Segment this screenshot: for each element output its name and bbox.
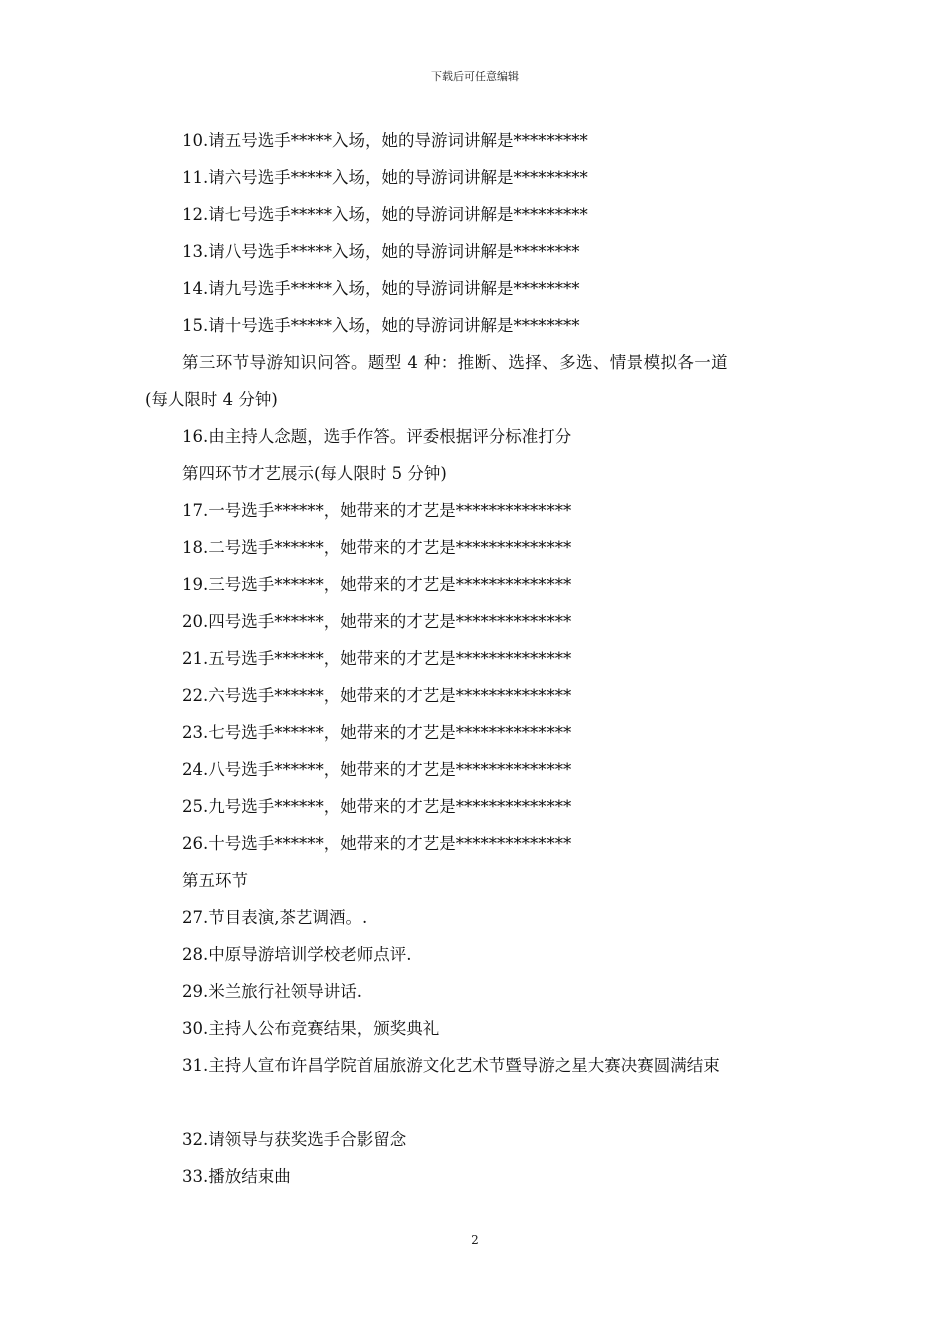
list-item: 20.四号选手******，她带来的才艺是************** <box>182 612 572 631</box>
list-item: 32.请领导与获奖选手合影留念 <box>182 1130 407 1149</box>
list-item: 16.由主持人念题，选手作答。评委根据评分标准打分 <box>182 427 572 446</box>
list-item: 22.六号选手******，她带来的才艺是************** <box>182 686 572 705</box>
list-item: 17.一号选手******，她带来的才艺是************** <box>182 501 572 520</box>
document-body <box>145 122 810 1195</box>
section-heading: 第五环节 <box>182 871 248 890</box>
blank-line <box>145 1084 810 1121</box>
list-item: 11.请六号选手*****入场，她的导游词讲解是********* <box>182 168 588 187</box>
list-item: 12.请七号选手*****入场，她的导游词讲解是********* <box>182 205 588 224</box>
list-item: 14.请九号选手*****入场，她的导游词讲解是******** <box>182 279 580 298</box>
list-item: 31.主持人宣布许昌学院首届旅游文化艺术节暨导游之星大赛决赛圆满结束 <box>182 1056 720 1075</box>
list-item: 29.米兰旅行社领导讲话. <box>182 982 362 1001</box>
list-item: 18.二号选手******，她带来的才艺是************** <box>182 538 572 557</box>
list-item: 27.节目表演,茶艺调酒。. <box>182 908 368 927</box>
section-heading: 第四环节才艺展示(每人限时 5 分钟) <box>182 464 447 483</box>
list-item: 21.五号选手******，她带来的才艺是************** <box>182 649 572 668</box>
list-item: 15.请十号选手*****入场，她的导游词讲解是******** <box>182 316 580 335</box>
page-number: 2 <box>471 1233 479 1247</box>
list-item: 23.七号选手******，她带来的才艺是************** <box>182 723 572 742</box>
list-item: 10.请五号选手*****入场，她的导游词讲解是********* <box>182 131 588 150</box>
section-heading: 第三环节导游知识问答。题型 4 种：推断、选择、多选、情景模拟各一道 <box>182 353 729 372</box>
list-item: 25.九号选手******，她带来的才艺是************** <box>182 797 572 816</box>
list-item: 19.三号选手******，她带来的才艺是************** <box>182 575 572 594</box>
list-item: 30.主持人公布竞赛结果，颁奖典礼 <box>182 1019 440 1038</box>
list-item: 33.播放结束曲 <box>182 1167 291 1186</box>
page-header: 下载后可任意编辑 <box>431 70 519 83</box>
list-item: 28.中原导游培训学校老师点评. <box>182 945 412 964</box>
section-heading-continued: (每人限时 4 分钟) <box>145 390 278 409</box>
list-item: 13.请八号选手*****入场，她的导游词讲解是******** <box>182 242 580 261</box>
list-item: 26.十号选手******，她带来的才艺是************** <box>182 834 572 853</box>
list-item: 24.八号选手******，她带来的才艺是************** <box>182 760 572 779</box>
